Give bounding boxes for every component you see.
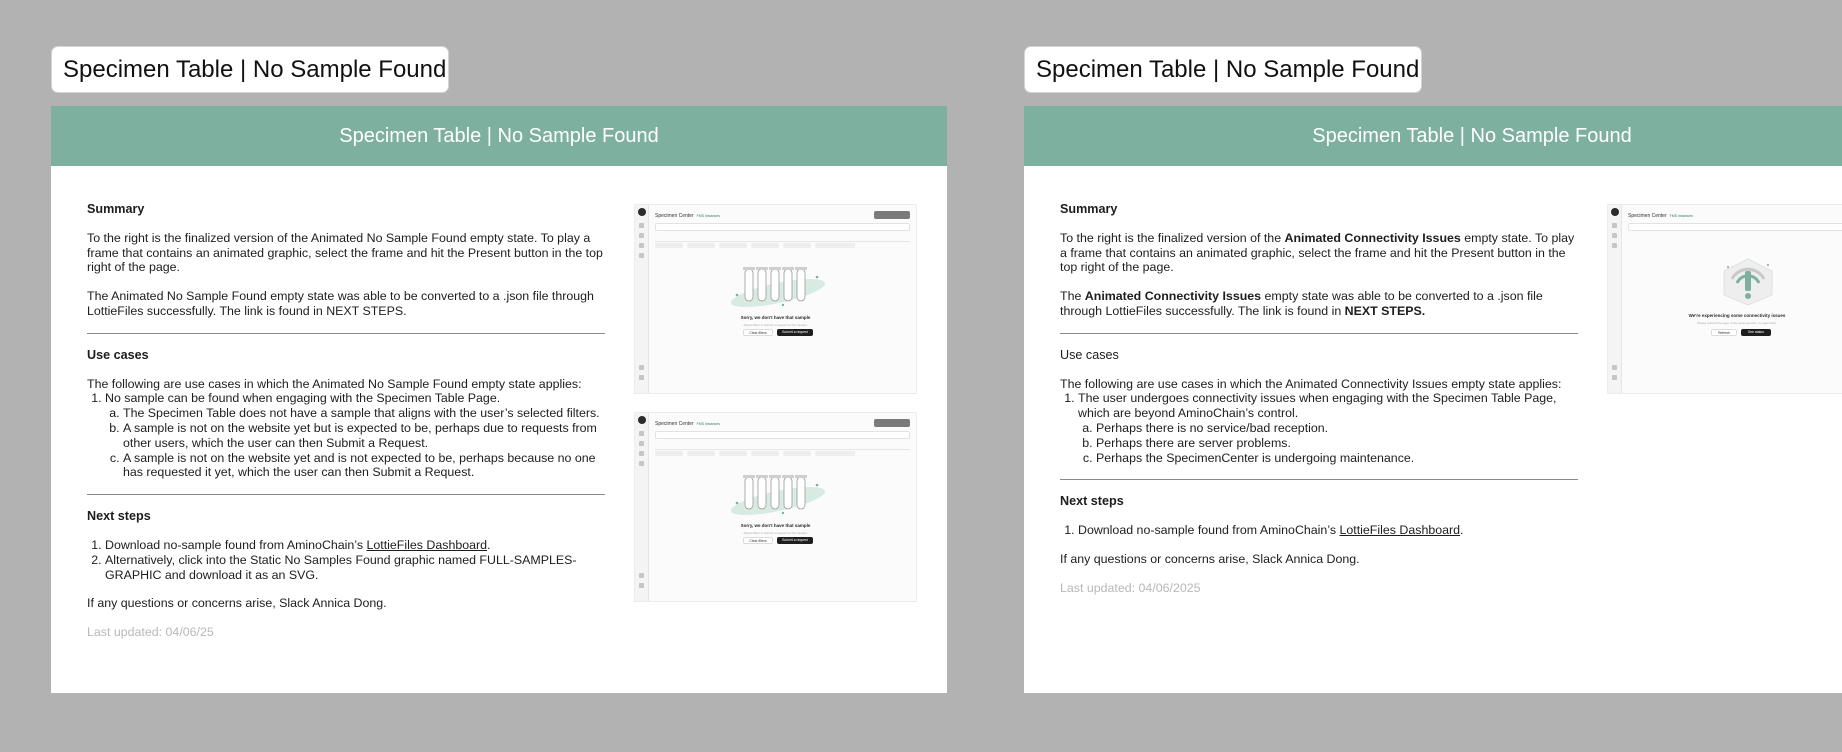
app-sidebar <box>1608 205 1622 393</box>
next-steps-heading: Next steps <box>87 509 151 524</box>
status-badge: FMS Instances <box>696 214 720 218</box>
list-item: c. Perhaps the SpecimenCenter is undergoing maintenance. <box>1096 451 1578 466</box>
preview-no-sample-found-2[interactable] <box>634 412 917 602</box>
next-steps-list <box>105 538 605 582</box>
app-title: Specimen Center <box>655 421 694 427</box>
lottiefiles-dashboard-link[interactable]: LottieFiles Dashboard <box>366 537 488 552</box>
divider <box>1060 333 1578 334</box>
next-steps-heading: Next steps <box>1060 494 1124 509</box>
use-cases-intro: The following are use cases in which the Animated No Sample Found empty state applies: <box>87 376 582 391</box>
test-tubes-illustration <box>725 265 831 311</box>
search-input <box>655 431 910 439</box>
frame-title-right[interactable]: Specimen Table | No Sample Found <box>1024 46 1422 93</box>
app-title: Specimen Center <box>1628 213 1667 219</box>
summary-paragraph: The Animated No Sample Found empty state was able to be converted to a .json file through LottieFiles successfully. The link is found in NEXT STEPS. <box>87 289 594 318</box>
refresh-button[interactable]: Refresh <box>1711 329 1737 336</box>
list-item: 1. No sample can be found when engaging with the Specimen Table Page. a. The Specimen Table does not have a sample that aligns with the user’s selected filters. b. A sample is not on the website yet but is expected to be, perhaps due to requests from other users, which the user can then Submit a Request. c. A sample is not on the website yet and is not expected to be, perhaps because no one has requested it yet, which the user can then Submit a Request. <box>105 391 605 480</box>
divider <box>87 333 605 334</box>
logo-icon <box>638 208 646 216</box>
divider <box>1060 479 1578 480</box>
preview-no-sample-found-1[interactable] <box>634 204 917 394</box>
list-item: 1. Download no-sample found from AminoChain’s LottieFiles Dashboard. <box>105 538 605 553</box>
status-badge: FMS Instances <box>1669 214 1693 218</box>
list-item: 2. Alternatively, click into the Static No Samples Found graphic named FULL-SAMPLES-GRAPHIC and download it as an SVG. <box>105 553 605 583</box>
search-input <box>655 223 910 231</box>
list-item: a. Perhaps there is no service/bad reception. <box>1096 421 1578 436</box>
lottiefiles-dashboard-link[interactable]: LottieFiles Dashboard <box>1339 523 1461 538</box>
frame-connectivity-issues <box>1024 106 1842 693</box>
filter-row <box>655 443 910 450</box>
summary-paragraph: To the right is the finalized version of the Animated No Sample Found empty state. To play a frame that contains an animated graphic, select the frame and hit the Present button in the top right of the page. <box>87 230 603 275</box>
app-sidebar <box>635 205 649 393</box>
frame-no-sample-found <box>51 106 947 693</box>
contact-note: If any questions or concerns arise, Slack Annica Dong. <box>1060 551 1360 566</box>
use-cases-heading: Use cases <box>87 347 149 362</box>
empty-state-message: We're experiencing some connectivity issues <box>1688 313 1786 318</box>
submit-request-button[interactable]: Submit a request <box>777 537 813 544</box>
test-tubes-illustration <box>725 473 831 519</box>
use-cases-list <box>1078 391 1578 465</box>
list-item: a. The Specimen Table does not have a sample that aligns with the user’s selected filters. <box>123 406 605 421</box>
summary-heading: Summary <box>87 202 145 216</box>
preview-connectivity-issues[interactable] <box>1607 204 1842 394</box>
empty-state-subtext: Please refresh the page. If the issue persists, try again later. <box>1697 321 1777 325</box>
frame-header: Specimen Table | No Sample Found <box>1024 106 1842 166</box>
summary-paragraph: The Animated Connectivity Issues empty state was able to be converted to a .json file through LottieFiles successfully. The link is found in NEXT STEPS. <box>1060 289 1543 318</box>
list-item: c. A sample is not on the website yet and is not expected to be, perhaps because no one has requested it yet, which the user can then Submit a Request. <box>123 451 605 481</box>
list-item: b. Perhaps there are server problems. <box>1096 436 1578 451</box>
clear-filters-button[interactable]: Clear filters <box>743 329 773 336</box>
status-badge: FMS Instances <box>696 422 720 426</box>
search-input <box>1628 223 1842 231</box>
warning-illustration <box>1720 257 1776 307</box>
contact-note: If any questions or concerns arise, Slack Annica Dong. <box>87 596 387 611</box>
documentation-text <box>87 202 605 654</box>
empty-state-subtext: Adjust filters or submit a request for this sample. <box>743 323 808 327</box>
empty-state-message: Sorry, we don't have that sample <box>740 523 811 528</box>
primary-button <box>874 419 910 427</box>
app-topbar <box>655 419 910 429</box>
frame-title-left[interactable]: Specimen Table | No Sample Found <box>51 46 449 93</box>
documentation-text <box>1060 202 1578 610</box>
divider <box>87 494 605 495</box>
list-item: 1. Download no-sample found from AminoChain’s LottieFiles Dashboard. <box>1078 523 1578 538</box>
logo-icon <box>638 416 646 424</box>
empty-state-message: Sorry, we don't have that sample <box>740 315 811 320</box>
filter-row <box>655 235 910 242</box>
list-item: b. A sample is not on the website yet but is expected to be, perhaps due to requests from other users, which the user can then Submit a Request. <box>123 421 605 451</box>
next-steps-list <box>1078 523 1578 538</box>
frame-header: Specimen Table | No Sample Found <box>51 106 947 166</box>
summary-heading: Summary <box>1060 202 1118 216</box>
app-title: Specimen Center <box>655 213 694 219</box>
use-cases-intro: The following are use cases in which the Animated Connectivity Issues empty state applies: <box>1060 376 1562 391</box>
primary-button <box>874 211 910 219</box>
submit-request-button[interactable]: Submit a request <box>777 329 813 336</box>
last-updated: Last updated: 04/06/2025 <box>1060 580 1201 595</box>
last-updated: Last updated: 04/06/25 <box>87 625 214 640</box>
use-cases-heading: Use cases <box>1060 347 1119 362</box>
status-button[interactable]: See status <box>1741 329 1771 336</box>
app-sidebar <box>635 413 649 601</box>
use-cases-list <box>105 391 605 480</box>
clear-filters-button[interactable]: Clear filters <box>743 537 773 544</box>
summary-paragraph: To the right is the finalized version of the Animated Connectivity Issues empty state. To play a frame that contains an animated graphic, select the frame and hit the Present button in the top right of the page. <box>1060 230 1575 275</box>
app-topbar <box>655 211 910 221</box>
logo-icon <box>1611 208 1619 216</box>
empty-state-subtext: Adjust filters or submit a request for this sample. <box>743 531 808 535</box>
app-topbar <box>1628 211 1842 221</box>
list-item: 1. The user undergoes connectivity issues when engaging with the Specimen Table Page, which are beyond AminoChain’s control. a. Perhaps there is no service/bad reception. b. Perhaps there are server problems. c. Perhaps the SpecimenCenter is undergoing maintenance. <box>1078 391 1578 465</box>
